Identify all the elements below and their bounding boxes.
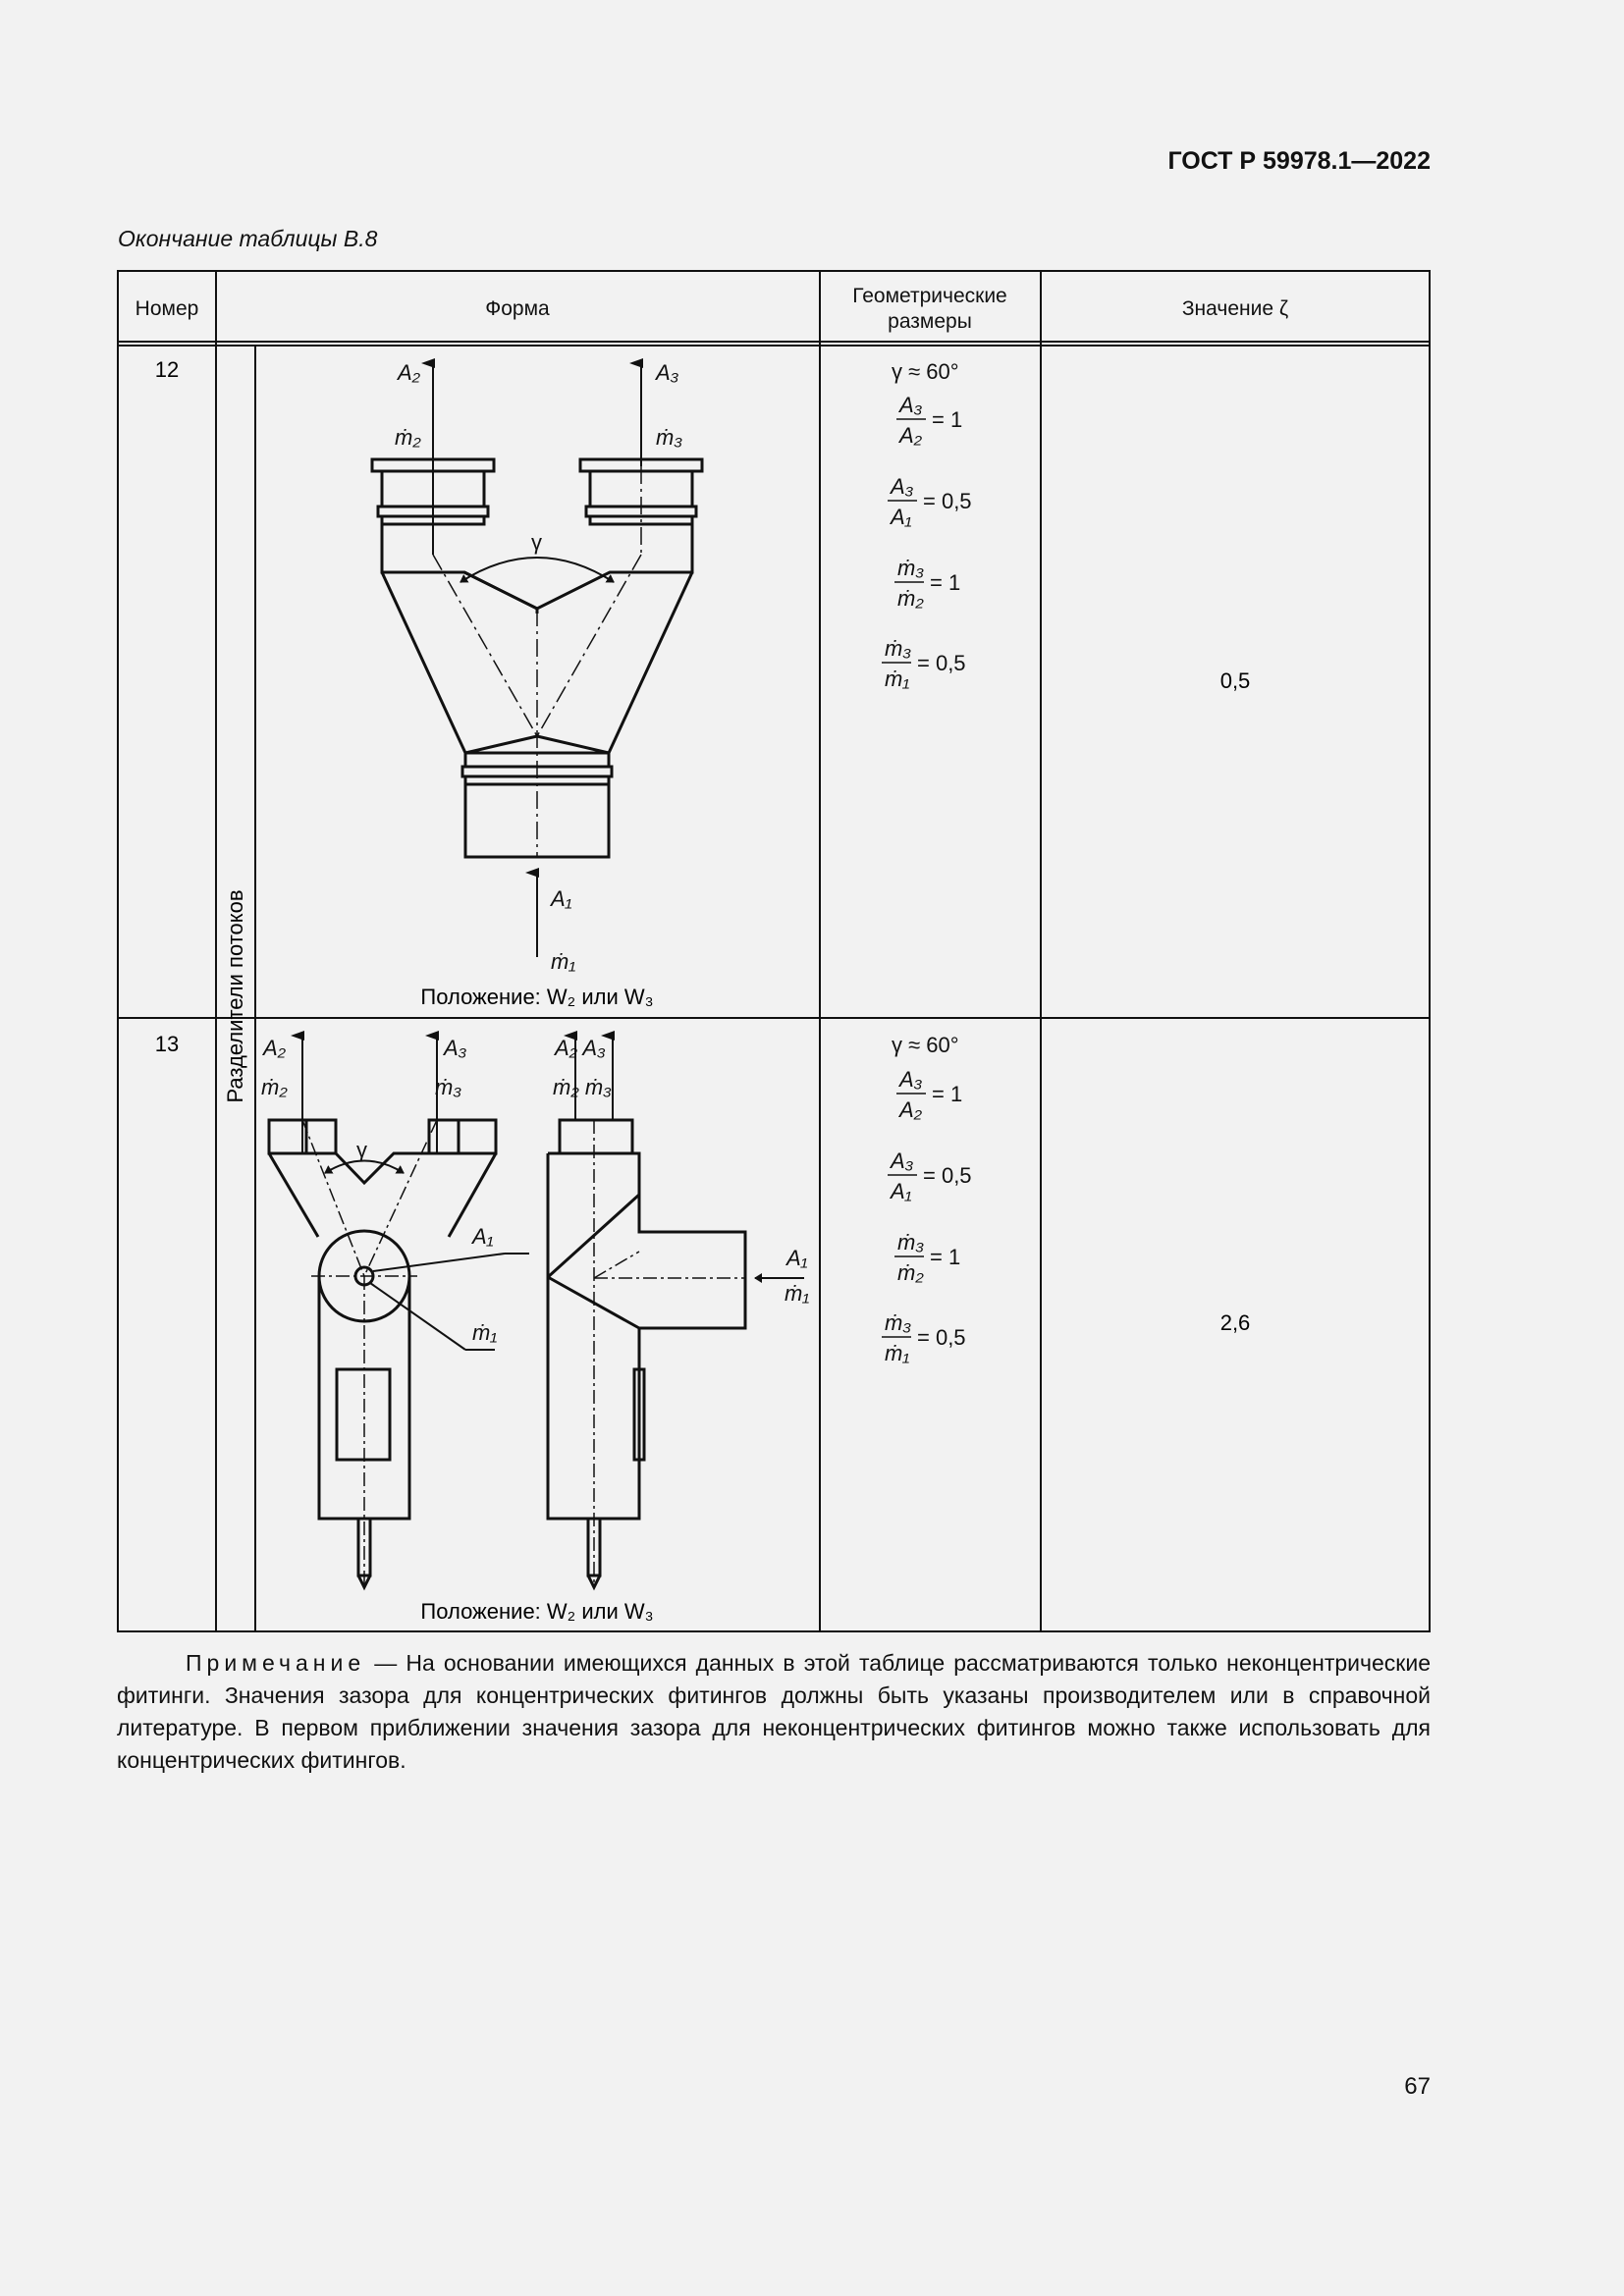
svg-text:ṁ₃: ṁ₃ — [897, 556, 925, 580]
header-value: Значение ζ — [1181, 297, 1289, 320]
svg-text:= 0,5: = 0,5 — [923, 489, 972, 513]
row13-label-m1: ṁ₁ — [472, 1320, 498, 1345]
svg-text:A₃: A₃ — [899, 1067, 923, 1092]
svg-text:ṁ₁: ṁ₁ — [885, 667, 910, 691]
svg-text:= 0,5: = 0,5 — [923, 1163, 972, 1188]
row13-label-m1-side: ṁ₁ — [785, 1281, 810, 1306]
svg-text:ṁ₃: ṁ₃ — [897, 1230, 925, 1255]
row13-label-a3: A₃ — [444, 1036, 467, 1060]
row12-label-m3: ṁ₃ — [656, 425, 683, 450]
row13-label-m3: ṁ₃ — [435, 1075, 462, 1099]
svg-text:ṁ₂: ṁ₂ — [897, 586, 924, 611]
svg-text:= 1: = 1 — [932, 407, 963, 432]
header-number: Номер — [135, 297, 199, 320]
row13-right-arrows — [575, 1036, 804, 1278]
svg-text:A₂: A₂ — [899, 423, 923, 448]
row12-label-a3: A₃ — [656, 360, 679, 385]
svg-text:= 0,5: = 0,5 — [917, 1325, 966, 1350]
row13-number: 13 — [154, 1032, 180, 1056]
header-geometry-2: размеры — [888, 310, 972, 333]
group-label: Разделители потоков — [223, 889, 247, 1103]
row13-left-drawing — [269, 1120, 496, 1587]
row12-geometry — [882, 359, 972, 691]
row12-arrows — [433, 363, 641, 957]
row12-label-m1: ṁ₁ — [551, 949, 576, 974]
svg-text:A₃: A₃ — [891, 474, 914, 499]
row13-position: Положение: W₂ или W₃ — [420, 1599, 654, 1624]
svg-text:ṁ₂: ṁ₂ — [897, 1260, 924, 1285]
note-text: — На основании имеющихся данных в этой таблице рассматриваются только неконцентрические фитинги. Значения зазора для концентрических фитингов должны быть указаны производителем или в справочной литературе. В первом приближении значения зазора для неконцентрических фитингов можно также использовать для концентрических фитингов. — [117, 1650, 1431, 1773]
svg-text:γ ≈ 60°: γ ≈ 60° — [892, 1033, 959, 1057]
svg-text:A₃: A₃ — [899, 393, 923, 417]
row12-label-gamma: γ — [531, 530, 542, 555]
table-grid — [118, 271, 1430, 1631]
row13-label-a2: A₂ — [263, 1036, 287, 1060]
header-form: Форма — [485, 297, 550, 320]
row13-label-m2: ṁ₂ — [261, 1075, 288, 1099]
table-note — [117, 1647, 1431, 1777]
svg-text:ṁ₃: ṁ₃ — [885, 1310, 912, 1335]
row13-label-a1: A₁ — [472, 1224, 494, 1249]
row13-geometry — [882, 1033, 972, 1365]
row12-label-a2: A₂ — [398, 360, 421, 385]
svg-text:A₂: A₂ — [899, 1097, 923, 1122]
svg-text:A₁: A₁ — [891, 505, 912, 529]
svg-text:γ ≈ 60°: γ ≈ 60° — [892, 359, 959, 384]
row13-left-arrows — [302, 1036, 529, 1350]
row12-number: 12 — [154, 357, 180, 382]
row13-label-a1-side: A₁ — [786, 1246, 808, 1270]
row12-label-m2: ṁ₂ — [395, 425, 421, 450]
standard-designation: ГОСТ Р 59978.1—2022 — [1167, 147, 1431, 175]
svg-text:ṁ₃: ṁ₃ — [885, 636, 912, 661]
page-number: 67 — [1404, 2073, 1431, 2100]
svg-text:= 0,5: = 0,5 — [917, 651, 966, 675]
svg-text:= 1: = 1 — [932, 1082, 963, 1106]
svg-text:= 1: = 1 — [930, 570, 961, 595]
row12-label-a1: A₁ — [551, 886, 572, 911]
row12-value: 0,5 — [1219, 668, 1251, 693]
fittings-table — [117, 270, 1433, 1634]
row13-label-m2m3: ṁ₂ ṁ₃ — [553, 1075, 612, 1099]
row13-label-a2a3: A₂ A₃ — [555, 1036, 606, 1060]
header-geometry-1: Геометрические — [852, 285, 1007, 307]
row13-right-drawing — [548, 1120, 745, 1587]
table-caption: Окончание таблицы В.8 — [118, 226, 378, 251]
row12-position: Положение: W₂ или W₃ — [420, 985, 654, 1009]
note-label: Примечание — [186, 1650, 366, 1676]
svg-text:A₁: A₁ — [891, 1179, 912, 1203]
svg-text:A₃: A₃ — [891, 1148, 914, 1173]
row13-value: 2,6 — [1219, 1310, 1251, 1335]
svg-text:ṁ₁: ṁ₁ — [885, 1341, 910, 1365]
row13-label-gamma: γ — [356, 1138, 367, 1162]
svg-text:= 1: = 1 — [930, 1245, 961, 1269]
